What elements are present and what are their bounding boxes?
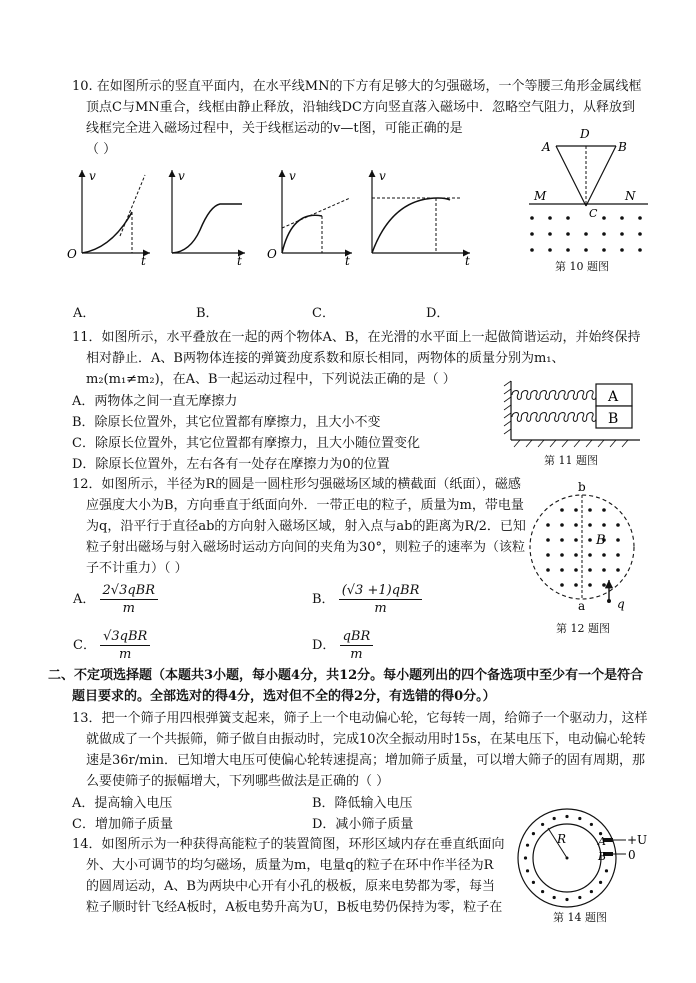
field-dot [560, 508, 564, 512]
field-dot [602, 508, 606, 512]
q11-block-b-label: B [608, 411, 619, 427]
q14-fig-a: A [598, 835, 606, 848]
q14-text: 14．如图所示为一种获得高能粒子的装置简图，环形区域内存在垂直纸面向外、大小可调节的均匀磁场，质量为m，电量q的粒子在环中作半径为R的圆周运动，A、B为两块中心开有小孔的极板，原来电势都为零，每当粒子顺时针飞经A板时，A板电势升高为U，B板电势仍保持为零，粒子在 [72, 837, 505, 915]
q11-option-b[interactable]: B．除原长位置外，其它位置都有摩擦力，且大小不变 [72, 415, 381, 430]
q12-fig-a: a [578, 599, 586, 613]
q12-option-c[interactable]: C． $\frac{\text{√3qBR}}{m}$ [73, 628, 150, 663]
field-dot [574, 553, 578, 557]
q10-paren: （ ） [86, 142, 117, 157]
field-dot [602, 248, 606, 252]
field-dot [578, 896, 581, 899]
q14-figure [518, 809, 647, 907]
q10-d-v-label: v [379, 169, 386, 183]
q10-fig-c: C [589, 207, 598, 220]
q10-c-v-label: v [289, 169, 296, 183]
field-dot [541, 890, 544, 893]
q12-option-b[interactable]: B． $\frac{\text{(√3 +1)qBR}}{m}$ [312, 582, 422, 617]
q10-fig-n: N [625, 189, 636, 203]
field-dot [546, 553, 550, 557]
field-dot [638, 232, 642, 236]
field-dot [602, 523, 606, 527]
field-dot [560, 568, 564, 572]
field-dot [620, 232, 624, 236]
field-dot [602, 232, 606, 236]
q10-caption: 第 10 题图 [555, 260, 609, 273]
field-dot [590, 823, 593, 826]
field-dot [526, 869, 529, 872]
q10-b-t-label: t [237, 254, 242, 268]
field-dot [530, 248, 534, 252]
q12-caption: 第 12 题图 [556, 622, 610, 635]
q12-field-dots [546, 508, 620, 587]
field-dot [602, 568, 606, 572]
q12-figure [530, 480, 634, 613]
field-dot [532, 881, 535, 884]
field-dot [590, 890, 593, 893]
q10-c-o-label: O [267, 247, 277, 261]
field-dot [588, 568, 592, 572]
field-dot [620, 216, 624, 220]
field-dot [574, 508, 578, 512]
q11-option-d[interactable]: D．除原长位置外，左右各有一处存在摩擦力为0的位置 [72, 457, 390, 472]
q13-option-d[interactable]: D．减小筛子质量 [312, 817, 414, 832]
q10-fig-d: D [580, 127, 590, 141]
field-dot [565, 815, 568, 818]
q12-c-num: √3qBR [100, 628, 150, 646]
q12-fig-b: b [578, 480, 586, 494]
q10-text: 10. 在如图所示的竖直平面内，在水平线MN的下方有足够大的匀强磁场，一个等腰三角形金属线框顶点C与MN重合，线框由静止释放，沿轴线DC方向竖直落入磁场中．忽略空气阻力，从释放到线框完全进入磁场过程中，关于线框运动的v—t图，可能正确的是 （ ） [72, 79, 642, 157]
field-dot [546, 568, 550, 572]
field-dot [588, 583, 592, 587]
field-dot [548, 216, 552, 220]
field-dot [602, 216, 606, 220]
q14-fig-r: R [557, 832, 567, 846]
field-dot [588, 523, 592, 527]
field-dot [588, 538, 592, 542]
q12-d-num: qBR [340, 628, 374, 646]
q14-fig-plus-u: +U [627, 833, 648, 847]
field-dot [616, 523, 620, 527]
field-dot [548, 232, 552, 236]
field-dot [588, 553, 592, 557]
field-dot [620, 248, 624, 252]
field-dot [602, 553, 606, 557]
field-dot [602, 583, 606, 587]
q10-b-v-label: v [178, 169, 185, 183]
field-dot [560, 538, 564, 542]
field-dot [574, 523, 578, 527]
field-dot [548, 248, 552, 252]
q10-d-t-label: t [465, 254, 470, 268]
q10-a-t-label: t [141, 254, 146, 268]
q10-graph-d [372, 169, 470, 268]
q12-option-a[interactable]: A． $\frac{\text{2√3qBR}}{m}$ [73, 582, 158, 617]
field-dot [530, 216, 534, 220]
q13-option-b[interactable]: B．降低输入电压 [312, 796, 413, 811]
q10-c-t-label: t [345, 254, 350, 268]
q11-text: 11．如图所示，水平叠放在一起的两个物体A、B，在光滑的水平面上一起做简谐运动，并始终保持相对静止．A、B两物体连接的弹簧劲度系数和原长相同，两物体的质量分别为m₁、m₂(m₁≠m₂)，在A、B一起运动过程中，下列说法正确的是（ ） [72, 330, 641, 387]
field-dot [638, 216, 642, 220]
field-dot [546, 523, 550, 527]
field-dot [616, 538, 620, 542]
field-dot [553, 817, 556, 820]
q12-fig-q: q [617, 597, 625, 611]
field-dot [588, 508, 592, 512]
q13-option-c[interactable]: C．增加筛子质量 [72, 817, 173, 832]
section2-heading: 二、不定项选择题（本题共3小题，每小题4分，共12分。每小题列出的四个备选项中至少有一个是符合题目要求的。全部选对的得4分，选对但不全的得2分，有选错的得0分。） [48, 668, 644, 704]
q14-caption: 第 14 题图 [553, 911, 607, 924]
field-dot [541, 823, 544, 826]
field-dot [584, 248, 588, 252]
field-dot [530, 232, 534, 236]
field-dot [605, 869, 608, 872]
field-dot [526, 844, 529, 847]
field-dot [566, 232, 570, 236]
q12-fig-bfield: B [596, 533, 606, 548]
field-dot [532, 832, 535, 835]
field-dot [565, 898, 568, 901]
q10-a-v-label: v [89, 169, 96, 183]
q11-option-c[interactable]: C．除原长位置外，其它位置都有摩擦力，且大小随位置变化 [72, 436, 420, 451]
q14-fig-b: B [598, 850, 607, 863]
q10-fig-b: B [618, 140, 627, 154]
field-dot [566, 248, 570, 252]
q12-b-num: (√3 +1)qBR [339, 582, 423, 600]
field-dot [546, 538, 550, 542]
field-dot [584, 232, 588, 236]
field-dot [616, 568, 620, 572]
field-dot [638, 248, 642, 252]
q13-option-a[interactable]: A．提高输入电压 [72, 796, 173, 811]
q13-text: 13．把一个筛子用四根弹簧支起来，筛子上一个电动偏心轮，它每转一周，给筛子一个驱动力，这样就做成了一个共振筛，筛子做自由振动时，完成10次全振动用时15s，在某电压下，电动偏心轮转速是36r/min．已知增大电压可使偏心轮转速提高；增加筛子质量，可以增大筛子的固有周期，那么要使筛子的振幅增大，下列哪些做法是正确的（ ） [72, 711, 648, 789]
q10-fig-m: M [534, 189, 547, 203]
q14-fig-zero: 0 [628, 848, 636, 862]
q10-field-dots [530, 216, 642, 252]
q11-block-a-label: A [608, 389, 619, 405]
q10-fig-a: A [542, 140, 551, 154]
q10-figure [529, 127, 648, 252]
q11-caption: 第 11 题图 [544, 454, 598, 467]
q12-text: 12．如图所示，半径为R的圆是一圆柱形匀强磁场区域的横截面（纸面），磁感应强度大小为B，方向垂直于纸面向外．一带正电的粒子，质量为m，带电量为q，沿平行于直径ab的方向射入磁场区域，射入点与ab的距离为R/2．已知粒子射出磁场与射入磁场时运动方向间的夹角为30°，则粒子的速率为（该粒子不计重力）（ ） [72, 477, 526, 576]
q12-option-d[interactable]: D． $\frac{\text{qBR}}{m}$ [312, 628, 373, 663]
field-dot [560, 553, 564, 557]
field-dot [524, 856, 527, 859]
q10-a-o-label: O [67, 247, 77, 261]
field-dot [616, 553, 620, 557]
q10-option-a[interactable]: A． [73, 306, 96, 321]
q12-a-num: 2√3qBR [100, 582, 159, 600]
field-dot [574, 538, 578, 542]
q10-graph-a [67, 169, 150, 268]
q10-graph-b [172, 169, 245, 268]
field-dot [599, 881, 602, 884]
q10-option-c[interactable]: C． [312, 306, 335, 321]
field-dot [566, 216, 570, 220]
field-dot [574, 583, 578, 587]
field-dot [578, 817, 581, 820]
q10-option-d[interactable]: D． [426, 306, 450, 321]
field-dot [560, 523, 564, 527]
q10-graph-c [267, 169, 352, 268]
field-dot [560, 583, 564, 587]
field-dot [574, 568, 578, 572]
q11-figure [504, 381, 640, 447]
q10-option-b[interactable]: B． [196, 306, 219, 321]
q11-option-a[interactable]: A．两物体之间一直无摩擦力 [72, 394, 238, 409]
field-dot [553, 896, 556, 899]
